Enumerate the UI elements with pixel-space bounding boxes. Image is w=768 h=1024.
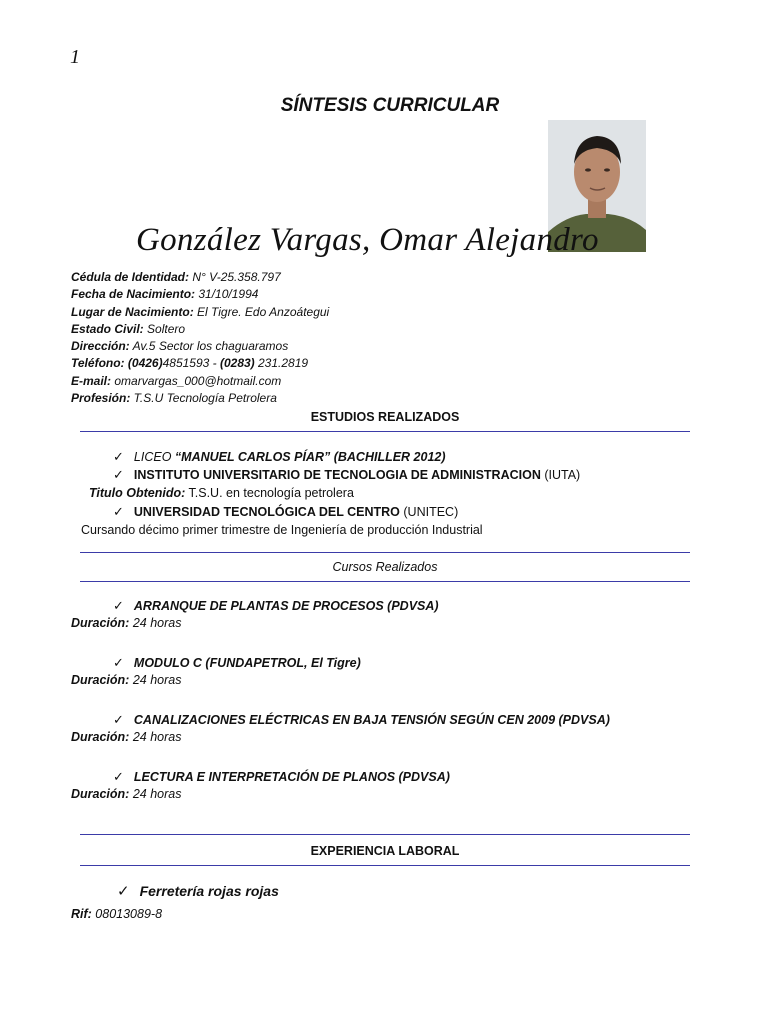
field-value: 31/10/1994: [195, 287, 259, 302]
degree-value: T.S.U. en tecnología petrolera: [185, 486, 354, 500]
study-item: [113, 504, 458, 520]
course-title: CANALIZACIONES ELÉCTRICAS EN BAJA TENSIÓN SEGÚN CEN 2009 (PDVSA): [133, 713, 610, 727]
rif-value: 08013089-8: [91, 907, 163, 921]
phone-number: 231.2819: [254, 356, 309, 371]
phone-row: [71, 355, 329, 372]
area-code: (0426): [124, 356, 163, 371]
email-value: omarvargas_000@hotmail.com: [111, 373, 282, 388]
birthplace-row: [71, 304, 329, 321]
field-label: Teléfono:: [71, 356, 125, 371]
study-prefix: LICEO: [133, 450, 175, 464]
section-divider: [80, 865, 690, 866]
field-value: Soltero: [143, 321, 186, 336]
study-suffix: (UNITEC): [399, 505, 459, 519]
company-rif: [71, 907, 162, 921]
check-icon: ✓: [113, 598, 124, 613]
field-label: E-mail:: [71, 373, 112, 388]
duration-label: Duración:: [71, 730, 130, 744]
study-item: [113, 449, 446, 465]
duration-label: Duración:: [71, 616, 130, 630]
personal-info: [71, 269, 329, 407]
course-item: [113, 711, 610, 729]
marital-status-row: [71, 321, 329, 338]
field-value: N° V-25.358.797: [189, 270, 281, 284]
current-study: Cursando décimo primer trimestre de Ingeniería de producción Industrial: [81, 523, 483, 537]
course-duration: [71, 673, 181, 687]
course-title: ARRANQUE DE PLANTAS DE PROCESOS (PDVSA): [133, 599, 439, 613]
course-item: [113, 654, 361, 672]
check-icon: ✓: [113, 467, 124, 482]
duration-value: 24 horas: [129, 616, 182, 630]
check-icon: ✓: [113, 655, 124, 670]
id-row: [71, 269, 329, 286]
field-label: Fecha de Nacimiento:: [71, 287, 196, 302]
duration-value: 24 horas: [129, 787, 182, 801]
check-icon: ✓: [113, 504, 124, 519]
study-suffix: (IUTA): [540, 468, 581, 482]
duration-value: 24 horas: [129, 730, 182, 744]
field-label: Estado Civil:: [71, 321, 144, 336]
course-item: [113, 597, 439, 615]
address-row: [71, 338, 329, 355]
section-divider: [80, 552, 690, 553]
field-label: Profesión:: [71, 391, 131, 406]
course-duration: [71, 787, 181, 801]
section-divider: [80, 431, 690, 432]
check-icon: ✓: [113, 449, 124, 464]
candidate-name: González Vargas, Omar Alejandro: [136, 222, 599, 258]
profession-row: [71, 390, 329, 407]
experience-item: [117, 882, 279, 900]
course-duration: [71, 616, 181, 630]
study-item: [113, 467, 580, 483]
check-icon: ✓: [117, 883, 130, 900]
study-title: INSTITUTO UNIVERSITARIO DE TECNOLOGIA DE ADMINISTRACION: [133, 468, 541, 482]
courses-heading-text: Cursos Realizados: [332, 560, 438, 574]
duration-label: Duración:: [71, 673, 130, 687]
company-name: Ferretería rojas rojas: [139, 883, 279, 899]
course-title: MODULO C (FUNDAPETROL, El Tigre): [133, 656, 361, 670]
phone-number: 4851593 -: [162, 356, 220, 371]
field-label: Lugar de Nacimiento:: [71, 304, 194, 319]
section-divider: [80, 834, 690, 835]
course-duration: [71, 730, 181, 744]
experience-heading: EXPERIENCIA LABORAL: [310, 844, 460, 858]
field-value: El Tigre. Edo Anzoátegui: [193, 304, 330, 319]
courses-heading: [80, 560, 690, 574]
section-divider: [80, 581, 690, 582]
field-value: Av.5 Sector los chaguaramos: [129, 339, 289, 354]
page-number: 1: [70, 46, 80, 68]
course-title: LECTURA E INTERPRETACIÓN DE PLANOS (PDVSA): [133, 770, 450, 784]
studies-heading: ESTUDIOS REALIZADOS: [310, 410, 460, 424]
area-code: (0283): [219, 356, 255, 371]
study-title: UNIVERSIDAD TECNOLÓGICA DEL CENTRO: [133, 505, 400, 519]
email-row: [71, 373, 329, 390]
check-icon: ✓: [113, 712, 124, 727]
degree-label: Titulo Obtenido:: [89, 486, 186, 500]
rif-label: Rif:: [71, 907, 92, 921]
degree-line: [89, 486, 354, 500]
birthdate-row: [71, 286, 329, 303]
check-icon: ✓: [113, 769, 124, 784]
duration-label: Duración:: [71, 787, 130, 801]
field-label: Dirección:: [71, 339, 130, 354]
course-item: [113, 768, 450, 786]
field-label: Cédula de Identidad:: [71, 270, 190, 284]
study-title: “MANUEL CARLOS PÍAR” (BACHILLER 2012): [174, 450, 446, 464]
document-title: SÍNTESIS CURRICULAR: [280, 95, 500, 116]
duration-value: 24 horas: [129, 673, 182, 687]
field-value: T.S.U Tecnología Petrolera: [130, 391, 277, 406]
